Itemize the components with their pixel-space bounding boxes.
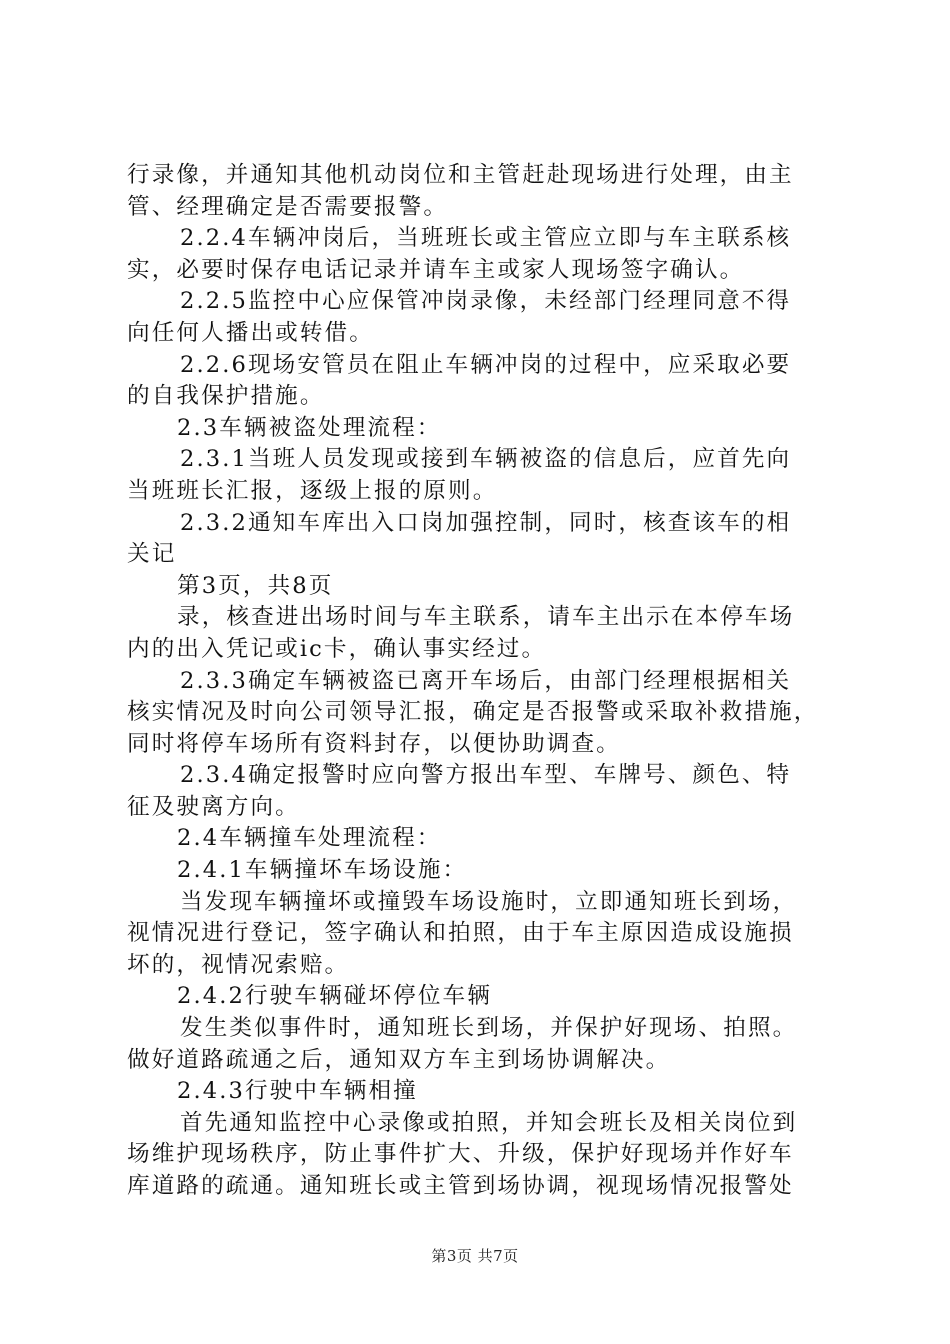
text-line: 2.4.1车辆撞坏车场设施：	[177, 857, 468, 884]
text-line: 向任何人播出或转借。	[127, 319, 374, 346]
page-footer: 第3页 共7页	[431, 1247, 519, 1265]
text-line: 录，核查进出场时间与车主联系，请车主出示在本停车场	[177, 604, 795, 631]
text-line: 2.4.2行驶车辆碰坏停位车辆	[177, 983, 492, 1010]
text-line: 首先通知监控中心录像或拍照，并知会班长及相关岗位到	[180, 1109, 798, 1136]
text-line: 库道路的疏通。通知班长或主管到场协调，视现场情况报警处	[127, 1173, 794, 1199]
text-line: 2.2.4车辆冲岗后，当班班长或主管应立即与车主联系核	[180, 225, 792, 252]
text-line: 当班班长汇报，逐级上报的原则。	[127, 477, 498, 504]
text-line: 行录像，并通知其他机动岗位和主管赶赴现场进行处理，由主	[127, 162, 794, 188]
text-line: 坏的，视情况索赔。	[127, 951, 350, 978]
text-line: 当发现车辆撞坏或撞毁车场设施时，立即通知班长到场，	[180, 888, 798, 915]
text-line: 同时将停车场所有资料封存，以便协助调查。	[127, 730, 621, 757]
text-line: 的自我保护措施。	[127, 383, 325, 410]
text-line: 2.3.3确定车辆被盗已离开车场后，由部门经理根据相关	[180, 667, 792, 694]
text-line: 核实情况及时向公司领导汇报，确定是否报警或采取补救措施，	[127, 699, 819, 726]
text-line: 2.3.2通知车库出入口岗加强控制，同时，核查该车的相	[180, 509, 792, 536]
text-line: 场维护现场秩序，防止事件扩大、升级，保护好现场并作好车	[127, 1141, 794, 1168]
text-line: 实，必要时保存电话记录并请车主或家人现场签字确认。	[127, 256, 745, 283]
text-line: 2.3.1当班人员发现或接到车辆被盗的信息后，应首先向	[180, 446, 792, 473]
text-line: 做好道路疏通之后，通知双方车主到场协调解决。	[127, 1046, 671, 1073]
text-line: 2.2.6现场安管员在阻止车辆冲岗的过程中，应采取必要	[180, 351, 792, 378]
text-line: 2.3车辆被盗处理流程：	[177, 414, 442, 441]
text-line: 2.2.5监控中心应保管冲岗录像，未经部门经理同意不得	[180, 288, 792, 315]
text-line: 第3页，共8页	[177, 572, 334, 599]
text-line: 2.3.4确定报警时应向警方报出车型、车牌号、颜色、特	[180, 762, 792, 789]
text-line: 关记	[127, 541, 177, 568]
text-line: 2.4.3行驶中车辆相撞	[177, 1078, 418, 1105]
document-body	[127, 160, 837, 1203]
text-line: 发生类似事件时，通知班长到场，并保护好现场、拍照。	[180, 1015, 798, 1042]
text-line: 征及驶离方向。	[127, 793, 300, 820]
text-line: 2.4车辆撞车处理流程：	[177, 825, 442, 852]
text-line: 管、经理确定是否需要报警。	[127, 193, 449, 220]
text-line: 视情况进行登记，签字确认和拍照，由于车主原因造成设施损	[127, 920, 794, 947]
text-line: 内的出入凭记或ic卡，确认事实经过。	[127, 635, 547, 662]
